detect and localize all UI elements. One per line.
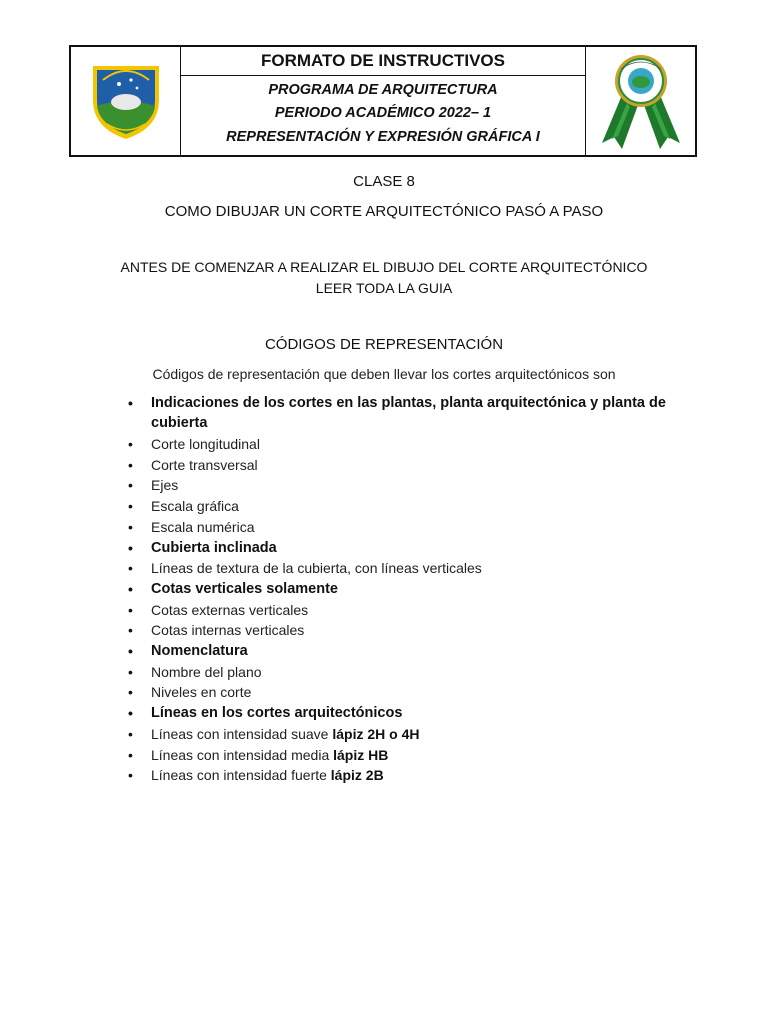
list-item [128,455,668,476]
list-item-text: Corte longitudinal [151,436,260,452]
class-title: COMO DIBUJAR UN CORTE ARQUITECTÓNICO PASÓ A PASO [164,203,604,220]
list-item-text: Nombre del plano [151,663,262,680]
list-item-emphasis: lápiz 2B [330,767,384,784]
course-name: REPRESENTACIÓN Y EXPRESIÓN GRÁFICA I [226,129,540,146]
representation-codes-list [128,393,668,786]
list-item-text: Cotas internas verticales [151,622,305,639]
list-item [128,703,668,724]
list-item-text: Cubierta inclinada [151,539,277,556]
list-item-emphasis: lápiz HB [333,746,389,763]
class-number: CLASE 8 [353,173,415,190]
list-item [128,538,668,559]
list-item-text: Líneas con intensidad suave [151,725,333,742]
list-item-text: Escala numérica [151,518,255,535]
academic-period: PERIODO ACADÉMICO 2022– 1 [274,105,492,122]
list-item-text: Corte transversal [151,456,258,473]
list-item-emphasis: lápiz 2H o 4H [332,725,420,742]
list-item [128,620,668,641]
list-item [128,682,668,703]
list-item-text: Líneas con intensidad fuerte [151,767,331,784]
list-item-text: Escala gráfica [151,498,239,515]
list-item [128,517,668,538]
list-item [128,641,668,662]
list-item [128,579,668,600]
university-shield-logo [85,60,167,142]
instruction-line-2: LEER TODA LA GUIA [315,280,453,296]
quality-seal-cell [585,47,695,155]
list-item-text: Líneas en los cortes arquitectónicos [151,705,403,722]
list-item-text: Niveles en corte [151,684,252,701]
list-item [128,765,668,786]
list-item-text: Líneas de textura de la cubierta, con líneas verticales [151,560,482,577]
quality-seal-logo [594,51,688,151]
section-intro: Códigos de representación que deben llevar los cortes arquitectónicos son [152,366,616,382]
list-item [128,496,668,517]
list-item [128,745,668,766]
document-header [69,45,697,157]
list-item-text: Indicaciones de los cortes en las plantas, planta arquitectónica y planta de cubierta [151,395,666,431]
list-item [128,475,668,496]
program-name: PROGRAMA DE ARQUITECTURA [268,81,498,98]
list-item [128,600,668,621]
list-item [128,662,668,683]
list-item-text: Nomenclatura [151,643,248,660]
list-item-text: Cotas externas verticales [151,601,309,618]
section-heading: CÓDIGOS DE REPRESENTACIÓN [264,336,504,353]
list-item [128,434,668,455]
university-logo-cell [71,47,181,155]
list-item [128,393,668,433]
header-title: FORMATO DE INSTRUCTIVOS [181,47,585,76]
list-item-text: Líneas con intensidad media [151,746,334,763]
header-text-cell [181,47,585,155]
list-item-text: Cotas verticales solamente [151,580,338,597]
list-item-text: Ejes [151,477,179,494]
list-item [128,558,668,579]
instruction-line-1: ANTES DE COMENZAR A REALIZAR EL DIBUJO DEL CORTE ARQUITECTÓNICO [120,259,648,275]
list-item [128,724,668,745]
